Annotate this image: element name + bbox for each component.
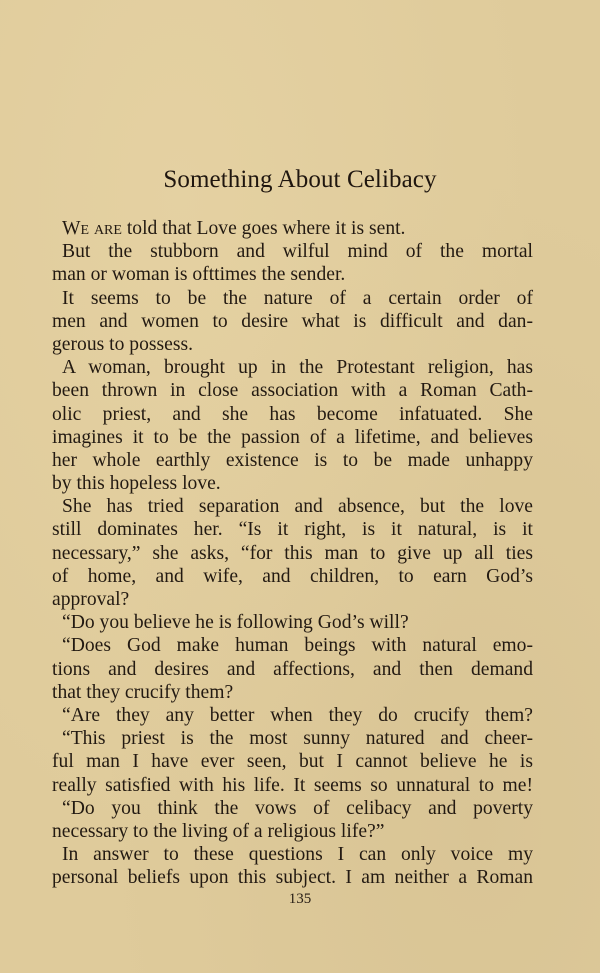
text-line: necessary,” she asks, “for this man to give up all ties — [52, 542, 533, 564]
text-line: olic priest, and she has become infatuated. She — [52, 403, 533, 425]
text-line: approval? — [52, 589, 130, 610]
text-line: her whole earthly existence is to be made unhappy — [52, 449, 533, 471]
text-line: really satisfied with his life. It seems so unnatural to me! — [52, 774, 533, 796]
text-line: by this hopeless love. — [52, 473, 221, 495]
text-line: In answer to these questions I can only voice my — [62, 844, 533, 866]
text-line: A woman, brought up in the Protestant religion, has — [62, 357, 533, 379]
text-line: tions and desires and affections, and then demand — [52, 658, 533, 680]
chapter-title: Something About Celibacy — [163, 166, 437, 193]
text-line: It seems to be the nature of a certain order of — [62, 287, 533, 309]
opening-small-caps: We are — [62, 218, 122, 239]
text-line: personal beliefs upon this subject. I am neither a Roman — [52, 867, 533, 889]
text-line: necessary to the living of a religious life?” — [52, 820, 385, 842]
text-line: “Are they any better when they do crucify them? — [62, 704, 533, 726]
text-line: still dominates her. “Is it right, is it natural, is it — [52, 519, 533, 541]
text-line: “Does God make human beings with natural emo- — [62, 635, 533, 657]
text-line: “Do you think the vows of celibacy and poverty — [62, 797, 533, 819]
text-line: that they crucify them? — [52, 681, 234, 703]
text-line: man or woman is ofttimes the sender. — [52, 264, 346, 286]
text-line: men and women to desire what is difficult and dan- — [52, 310, 533, 332]
body-text — [52, 217, 533, 889]
text-line: been thrown in close association with a Roman Cath- — [52, 380, 533, 402]
text-line: She has tried separation and absence, but the love — [62, 496, 533, 518]
text-line: gerous to possess. — [52, 333, 193, 355]
text-line: “Do you believe he is following God’s will? — [62, 612, 409, 634]
text-line: ful man I have ever seen, but I cannot believe he is — [52, 751, 533, 773]
text-line: of home, and wife, and children, to earn God’s — [52, 565, 533, 587]
text-line: “This priest is the most sunny natured and cheer- — [62, 728, 533, 750]
page-number: 135 — [288, 891, 312, 907]
text-line: But the stubborn and wilful mind of the mortal — [62, 241, 533, 263]
text-line: We are told that Love goes where it is sent. — [62, 218, 406, 239]
text-line: imagines it to be the passion of a lifetime, and believes — [52, 426, 533, 448]
